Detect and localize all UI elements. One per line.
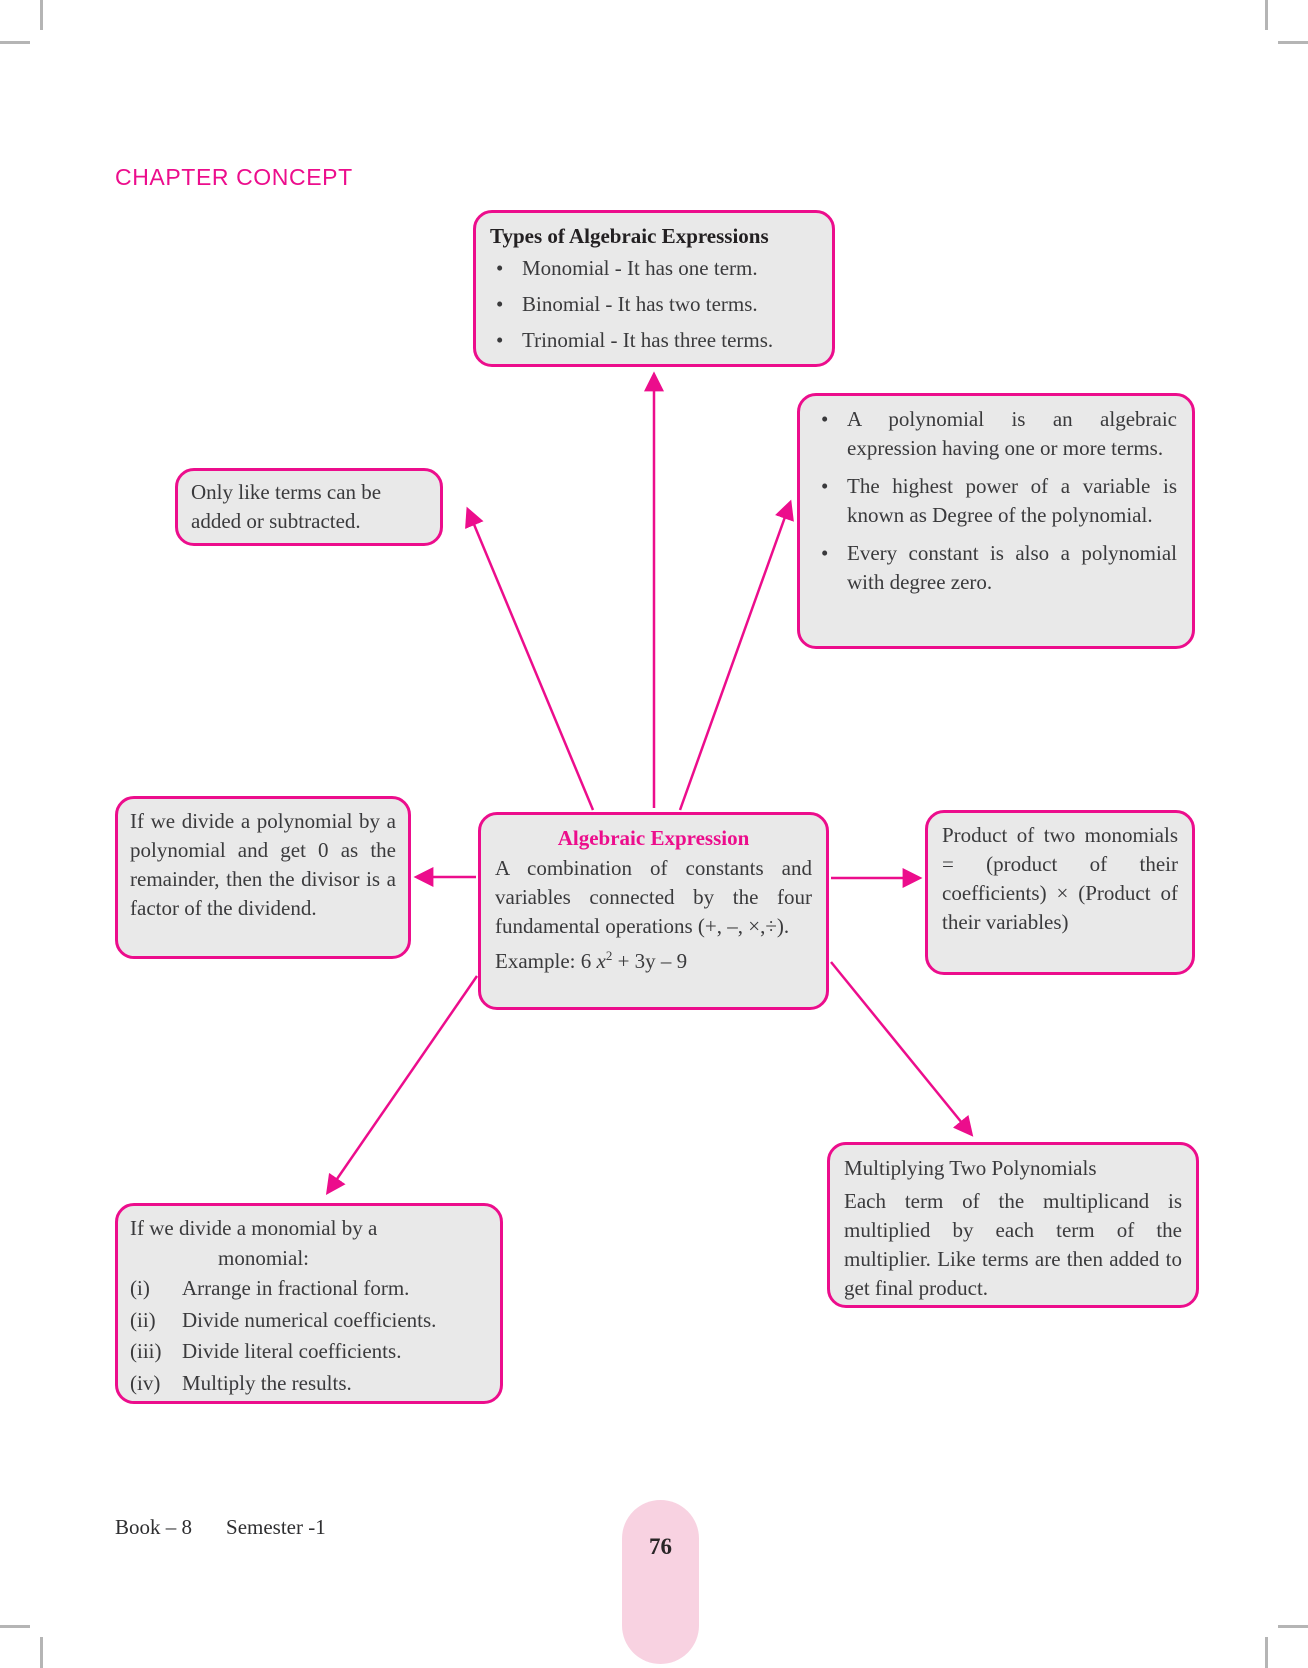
degree-definition-text: The highest power of a variable is known as Degree of the polynomial. [847,474,1177,527]
polynomial-definition-text: A polynomial is an algebraic expression having one or more terms. [847,407,1177,460]
algebraic-expression-definition: A combination of constants and variables connected by the four fundamental operations (+, –, ×,÷). [495,856,812,938]
list-item [815,405,1177,463]
bullet-icon: • [496,256,504,280]
factor-rule-box [115,796,411,959]
types-bullet-monomial: Monomial - It has one term. [522,256,758,280]
algebraic-expression-title: Algebraic Expression [557,826,750,850]
step-number: (iv) [130,1370,161,1395]
list-item [490,250,818,286]
arrow-center-to-like-terms [468,510,593,810]
crop-mark-top-left-horizontal [0,41,30,44]
algebraic-expression-box [478,812,829,1010]
example-exponent: 2 [605,948,613,963]
step-text: Divide literal coefficients. [182,1339,402,1363]
step-text: Arrange in fractional form. [182,1276,410,1300]
crop-mark-bottom-right-horizontal [1278,1625,1308,1628]
divide-monomial-intro-line2: monomial: [218,1246,309,1270]
crop-mark-bottom-left-vertical [40,1637,43,1668]
step-text: Divide numerical coefficients. [182,1307,437,1332]
list-item [490,286,818,322]
types-bullet-trinomial: Trinomial - It has three terms. [522,328,774,352]
step-number: (iii) [130,1339,162,1363]
step-number: (ii) [130,1307,156,1332]
crop-mark-top-right-horizontal [1278,41,1308,44]
multiply-polynomials-title: Multiplying Two Polynomials [844,1156,1097,1180]
footer-book-label: Book – 8 [115,1515,193,1539]
product-rule-box [925,810,1195,975]
like-terms-text: Only like terms can be added or subtracted. [191,480,382,533]
bullet-icon: • [821,407,829,431]
crop-mark-top-left-vertical [40,0,43,30]
multiply-polynomials-text: Each term of the multiplicand is multiplied by each term of the multiplier. Like terms are then added to get final product. [844,1189,1182,1300]
page-footer [115,1515,326,1540]
list-item [815,539,1177,597]
arrow-center-to-divide-monomial [328,976,477,1192]
product-rule-text: Product of two monomials = (product of their coefficients) × (Product of their variables) [942,823,1178,934]
list-item [815,472,1177,530]
bullet-icon: • [496,328,504,352]
list-item [130,1305,488,1337]
bullet-icon: • [821,474,829,498]
divide-monomial-intro-line1: If we divide a monomial by a [130,1216,378,1240]
polynomial-facts-box [797,393,1195,649]
bullet-icon: • [496,292,504,316]
page-number: 76 [649,1534,672,1559]
example-suffix: + 3y – 9 [612,949,688,973]
example-variable: x [596,949,606,973]
page-number-pill [622,1500,699,1664]
list-item [490,322,818,358]
list-item [130,1336,488,1368]
types-bullet-binomial: Binomial - It has two terms. [522,292,758,316]
list-item [130,1273,488,1305]
types-box [473,210,835,367]
bullet-icon: • [821,541,829,565]
crop-mark-top-right-vertical [1265,0,1268,30]
footer-semester-label: Semester -1 [226,1515,326,1539]
algebraic-expression-example [495,947,812,976]
crop-mark-bottom-right-vertical [1265,1637,1268,1668]
like-terms-box [175,468,443,546]
factor-rule-text: If we divide a polynomial by a polynomial and get 0 as the remainder, then the divisor is a factor of the dividend. [130,809,396,920]
types-box-title: Types of Algebraic Expressions [490,224,769,248]
arrow-center-to-polynomial-facts [680,503,790,810]
step-text: Multiply the results. [182,1370,352,1395]
example-prefix: Example: 6 [495,949,597,973]
list-item [130,1368,488,1400]
multiply-polynomials-box [827,1142,1199,1308]
chapter-concept-heading: CHAPTER CONCEPT [115,164,353,190]
arrow-center-to-multiply-polynomials [831,962,971,1134]
divide-monomial-box [115,1203,503,1404]
constant-polynomial-text: Every constant is also a polynomial with degree zero. [847,541,1177,594]
step-number: (i) [130,1276,150,1300]
crop-mark-bottom-left-horizontal [0,1625,30,1628]
